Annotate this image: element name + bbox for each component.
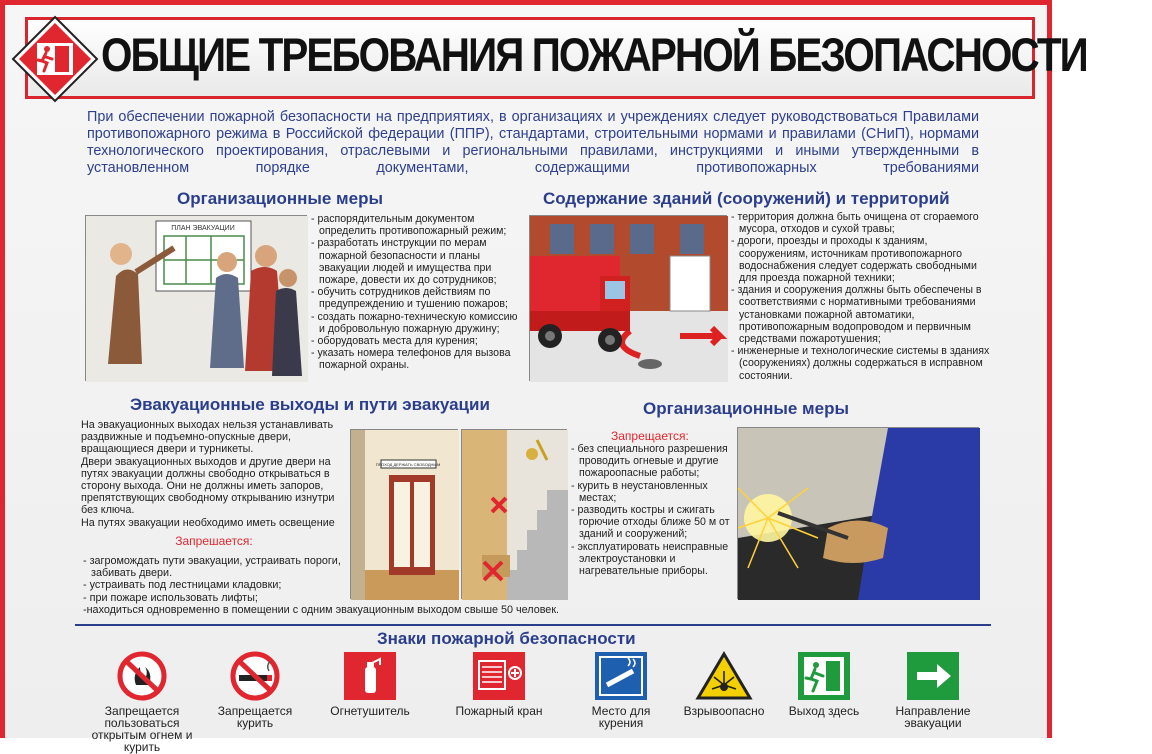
sign-label: Место для курения bbox=[591, 704, 651, 730]
evacuation-direction-icon bbox=[905, 651, 961, 701]
forbidden-label: Запрешается: bbox=[175, 533, 253, 548]
list-item: - распорядительным документом определить противопожарный режим; bbox=[311, 213, 507, 238]
section-divider bbox=[75, 624, 991, 626]
intro-text: При обеспечении пожарной безопасности на предприятиях, в организациях и учреждениях следует руководствоваться Правилами противопожарного режима в Российской федерации (ППР), стандартами, строительными нормами и правилами (СНиП), нормами технологического проектирования, отраслевыми и региональными правилами, инструкциями и иными утвержденными в установленном порядке документами, содержащими противопожарных требованиями bbox=[87, 109, 979, 176]
forbidden-label: Запрещается: bbox=[611, 429, 689, 443]
explosive-warning-icon bbox=[696, 651, 752, 701]
list-item: - указать номера телефонов для вызова пожарной охраны. bbox=[311, 347, 511, 372]
list-item: - разработать инструкции по мерам пожарной безопасности и планы эвакуации людей и имущества при пожаре, довести их до сотрудников; bbox=[311, 237, 497, 287]
org-measures-2-list bbox=[571, 443, 735, 577]
fire-extinguisher-icon bbox=[342, 651, 398, 701]
list-item: - разводить костры и сжигать горючие отходы ближе 50 м от зданий и сооружений; bbox=[571, 504, 730, 541]
sign-no-open-flame bbox=[79, 651, 205, 753]
list-item: - здания и сооружения должны быть обеспечены в соответствиями с нормативными требованиями установками пожарной автоматики, противопожарным водопроводом и первичным средствами пожаротушения; bbox=[731, 284, 982, 346]
stairs-photo bbox=[461, 429, 567, 599]
list-item: - создать пожарно-техническую комиссию и добровольную пожарную дружину; bbox=[311, 310, 518, 335]
evacuation-title: Эвакуационные выходы и пути эвакуации bbox=[130, 395, 490, 414]
list-item: - при пожаре использовать лифты; bbox=[83, 591, 258, 604]
exit-here-icon bbox=[796, 651, 852, 701]
sign-fire-extinguisher bbox=[327, 651, 413, 717]
evacuation-door-photo bbox=[350, 429, 458, 599]
list-item: - без специального разрешения проводить огневые и другие пожароопасные работы; bbox=[571, 443, 728, 480]
sign-no-smoking bbox=[209, 651, 301, 729]
sign-smoking-area bbox=[581, 651, 661, 729]
page-title: ОБЩИЕ ТРЕБОВАНИЯ ПОЖАРНОЙ БЕЗОПАСНОСТИ bbox=[101, 28, 1087, 81]
sign-label: Взрывоопасно bbox=[683, 704, 765, 718]
sign-label: Направление эвакуации bbox=[895, 704, 971, 730]
list-item: - обучить сотрудников действиям по предупреждению и тушению пожаров; bbox=[311, 286, 509, 311]
plan-label: ПЛАН ЭВАКУАЦИИ bbox=[171, 225, 235, 232]
org-measures-2-title: Организационные меры bbox=[643, 399, 849, 418]
sign-label: Запрещается курить bbox=[217, 704, 293, 730]
evacuation-text bbox=[81, 419, 347, 549]
fire-truck-photo bbox=[529, 215, 727, 381]
sign-label: Выход здесь bbox=[788, 704, 860, 718]
sign-fire-hose bbox=[451, 651, 547, 717]
emergency-exit-logo-icon bbox=[11, 15, 99, 103]
signs-title: Знаки пожарной безопасности bbox=[377, 629, 636, 648]
sign-label: Огнетушитель bbox=[330, 704, 410, 718]
list-item: - эксплуатировать неисправные электроустановки и нагревательные приборы. bbox=[571, 540, 729, 578]
list-item: - инженерные и технологические системы в зданиях (сооружениях) должны содержаться в исправном состоянии. bbox=[731, 345, 990, 382]
org-measures-title: Организационные меры bbox=[177, 189, 383, 208]
fire-hose-icon bbox=[471, 651, 527, 701]
evacuation-paragraph: На эвакуационных выходах нельзя устанавливать раздвижные и подъемно-опускные двери, вращающиеся двери и турникеты. bbox=[81, 419, 334, 456]
buildings-title: Содержание зданий (сооружений) и территорий bbox=[543, 189, 950, 208]
welding-photo bbox=[737, 427, 979, 599]
evacuation-paragraph: Двери эвакуационных выходов и другие двери на путях эвакуации должны свободно открываться в сторону выхода. Они не должны иметь запоров, препятствующих свободному открыванию изнутри без ключа. bbox=[81, 455, 335, 517]
list-item: - курить в неустановленных местах; bbox=[571, 479, 708, 504]
door-sign-text: ПРОХОД ДЕРЖАТЬ СВОБОДНЫМ bbox=[375, 462, 441, 467]
list-item: - дороги, проезды и проходы к зданиям, сооружениям, источникам противопожарного водоснабжения следует содержать свободными для проезда пожарной техники; bbox=[731, 235, 977, 285]
buildings-list bbox=[731, 211, 993, 382]
list-item: - устраивать под лестницами кладовки; bbox=[83, 579, 282, 592]
smoking-area-icon bbox=[593, 651, 649, 701]
evacuation-plan-photo bbox=[85, 215, 307, 381]
sign-label: Пожарный кран bbox=[455, 704, 543, 718]
no-open-flame-icon bbox=[114, 651, 170, 701]
org-measures-list bbox=[311, 213, 525, 372]
evacuation-paragraph: На путях эвакуации необходимо иметь освещение bbox=[81, 516, 335, 529]
sign-label: Запрещается пользоваться открытым огнем и курить bbox=[91, 704, 193, 754]
no-smoking-icon bbox=[227, 651, 283, 701]
list-item: - территория должна быть очищена от сгораемого мусора, отходов и сухой травы; bbox=[731, 211, 979, 236]
sign-evacuation-direction bbox=[885, 651, 981, 729]
list-item: - оборудовать места для курения; bbox=[311, 335, 478, 348]
sign-explosive bbox=[677, 651, 771, 717]
list-item: -находиться одновременно в помещении с одним эвакуационным выходом свыше 50 человек. bbox=[83, 603, 560, 616]
list-item: - загромождать пути эвакуации, устраивать пороги, забивать двери. bbox=[83, 555, 341, 580]
sign-exit-here bbox=[783, 651, 865, 717]
